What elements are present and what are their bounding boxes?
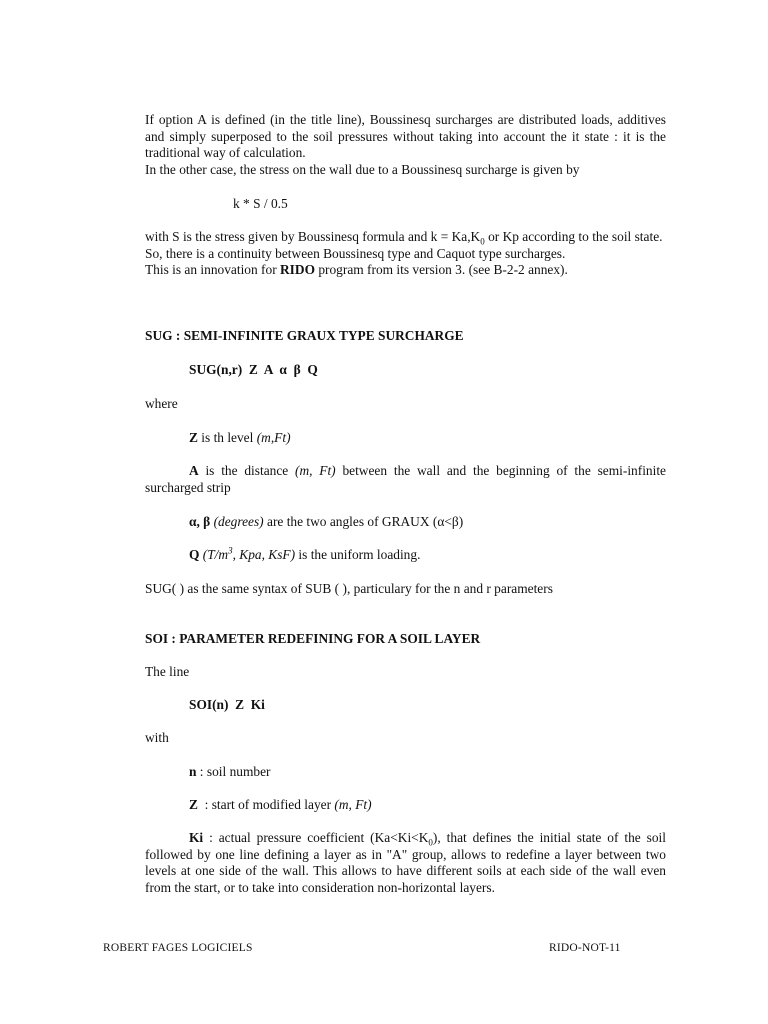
intro-paragraph-1 — [145, 112, 666, 178]
intro-sub: 0 — [480, 236, 485, 247]
rido-bold: RIDO — [280, 262, 315, 277]
intro-text-4: So, there is a continuity between Boussinesq type and Caquot type surcharges. — [145, 245, 566, 261]
soi-syntax: SOI(n) Z Ki — [189, 697, 265, 712]
intro-paragraph-2 — [145, 229, 666, 279]
sug-syntax: SUG(n,r) Z A α β Q — [189, 362, 318, 377]
sug-a-text1: is the distance — [198, 463, 296, 478]
sug-a-text2: between the wall and the beginning of the semi-infinite surcharged strip — [145, 463, 667, 495]
sug-z-def — [189, 430, 291, 447]
intro-text-5b: program from its version 3. (see B-2-2 annex). — [314, 262, 568, 277]
intro-text-3a: with S is the stress given by Boussinesq formula and k = Ka,K — [145, 229, 481, 244]
soi-heading: SOI : PARAMETER REDEFINING FOR A SOIL LAYER — [145, 631, 481, 646]
sug-q-unit2: , Kpa, KsF) — [232, 547, 296, 562]
soi-the-line: The line — [145, 664, 190, 679]
sug-ab-term: α, β — [189, 514, 211, 529]
footer-right: RIDO-NOT-11 — [549, 942, 621, 954]
sug-where: where — [145, 396, 178, 411]
intro-text-2: In the other case, the stress on the wall due to a Boussinesq surcharge is given by — [145, 161, 580, 177]
footer-left: ROBERT FAGES LOGICIELS — [103, 942, 253, 954]
soi-ki-def — [145, 830, 666, 896]
soi-ki-text1: : actual pressure coefficient (Ka<Ki<K — [203, 830, 429, 845]
sug-z-text: is th level — [197, 430, 257, 445]
sug-angles-def — [189, 514, 463, 531]
sug-q-unit1: (T/m — [199, 547, 229, 562]
sug-q-text: is the uniform loading. — [295, 547, 421, 562]
soi-with: with — [145, 730, 169, 745]
sug-note: SUG( ) as the same syntax of SUB ( ), particulary for the n and r parameters — [145, 581, 553, 596]
soi-ki-sub: 0 — [428, 837, 433, 848]
sug-z-unit: (m,Ft) — [256, 430, 291, 445]
sug-ab-text: are the two angles of GRAUX (α<β) — [263, 514, 464, 529]
soi-z-def — [189, 797, 372, 814]
sug-ab-unit: (degrees) — [210, 514, 264, 529]
intro-text-5a: This is an innovation for — [145, 262, 281, 277]
sug-q-sup: 3 — [228, 545, 233, 556]
intro-text-3b: or Kp according to the soil state. — [484, 229, 663, 244]
soi-n-term: n — [189, 764, 197, 779]
soi-z-text: : start of modified layer — [197, 797, 335, 812]
soi-n-def — [189, 764, 270, 781]
sug-a-unit: (m, Ft) — [295, 463, 336, 478]
soi-ki-term: Ki — [189, 830, 204, 845]
sug-q-def — [189, 547, 420, 564]
sug-z-term: Z — [189, 430, 198, 445]
soi-ki-text2: ), that defines the initial state of the soil followed by one line defining a layer as in "A" group, allows to redefine a layer between two levels at one side of the wall. This allows to have different soils at each side of the wall even from the start, or to take into consideration non-horizontal layers. — [145, 830, 666, 895]
soi-z-unit: (m, Ft) — [334, 797, 372, 812]
soi-z-term: Z — [189, 797, 198, 812]
sug-a-def — [145, 463, 666, 496]
sug-heading: SUG : SEMI-INFINITE GRAUX TYPE SURCHARGE — [145, 328, 464, 343]
soi-n-text: : soil number — [196, 764, 271, 779]
intro-text-1: If option A is defined (in the title line), Boussinesq surcharges are distributed loads, additives and simply superposed to the soil pressures without taking into account the it state : it is the traditional way of calculation. — [145, 112, 666, 160]
formula: k * S / 0.5 — [233, 196, 288, 211]
sug-q-term: Q — [189, 547, 200, 562]
sug-a-term: A — [189, 463, 199, 478]
